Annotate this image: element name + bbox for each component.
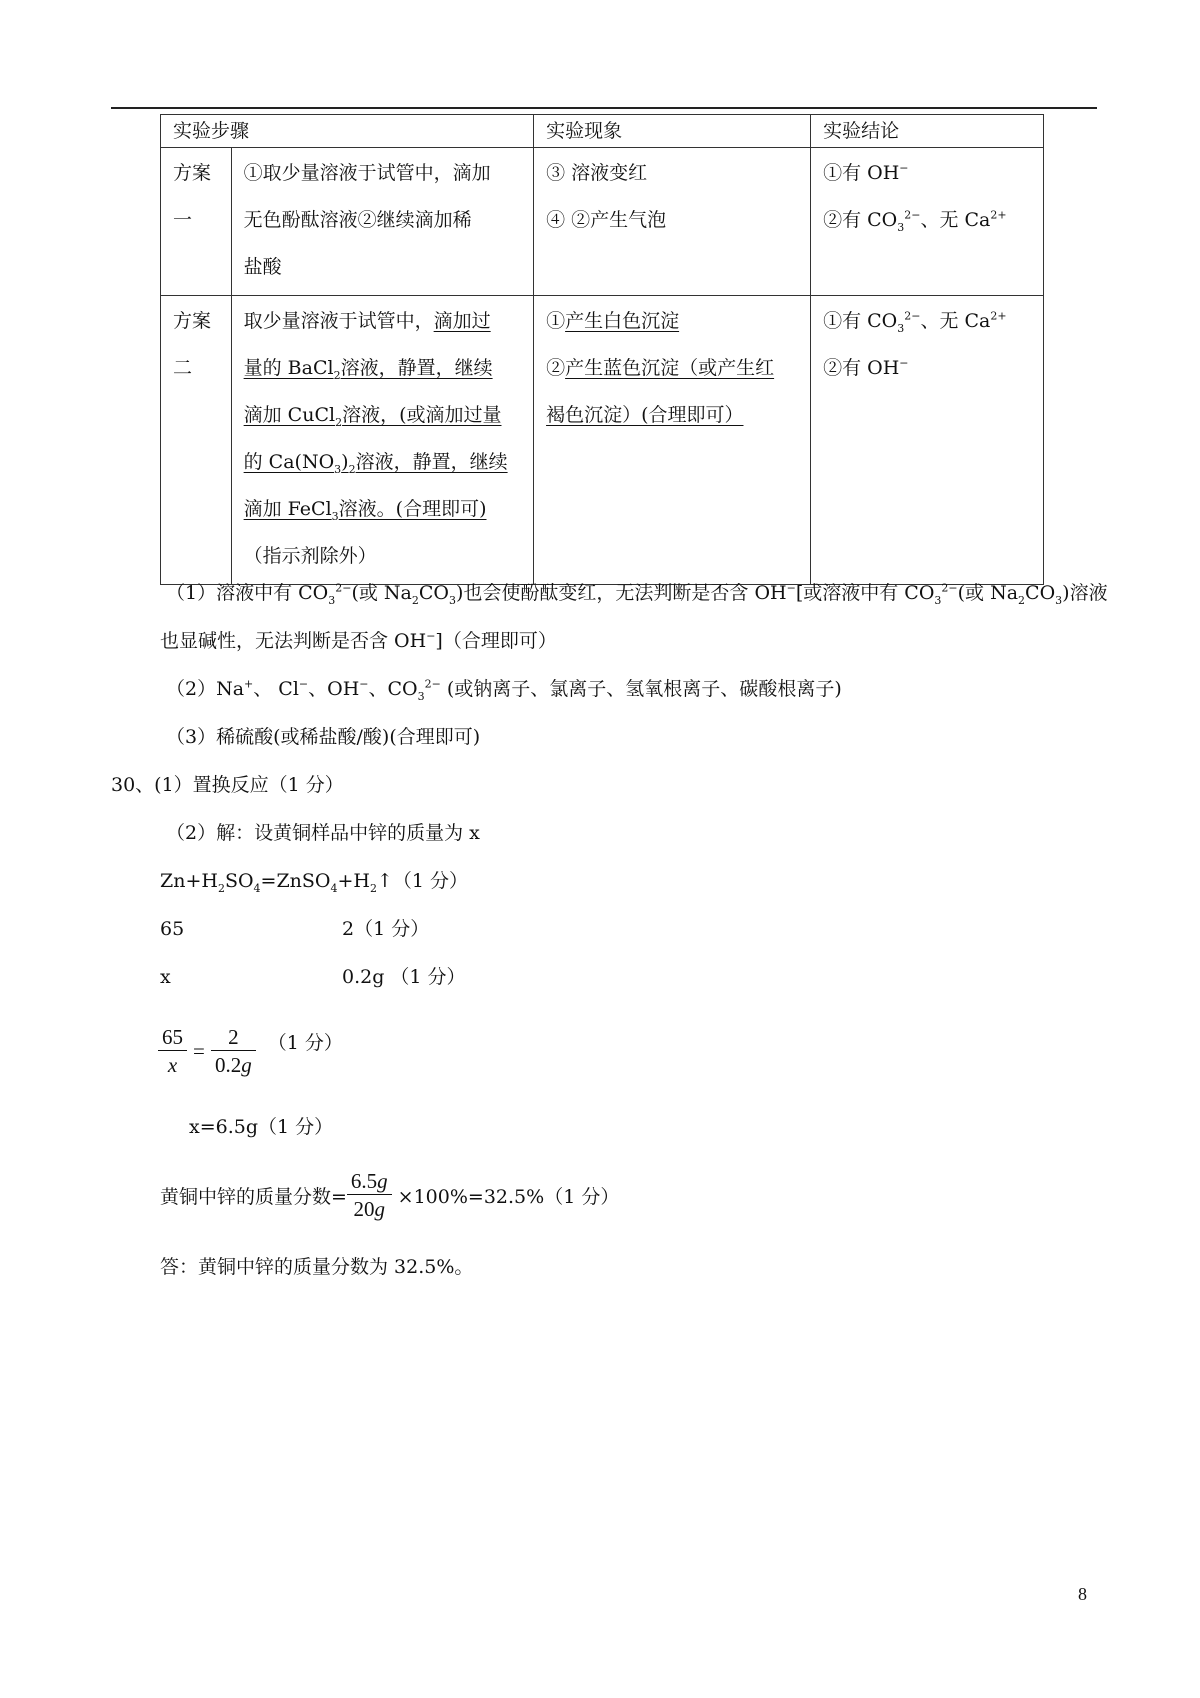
text-run: 溶液。(合理即可) xyxy=(338,498,487,520)
text-run: 取少量溶液于试管中， xyxy=(243,310,434,332)
text-run: ②有 CO xyxy=(823,209,898,231)
underlined-text: 滴加过 xyxy=(433,310,491,332)
q30-mass-fraction xyxy=(160,1168,619,1223)
subscript: 3 xyxy=(331,509,339,523)
equals-sign: = xyxy=(193,1039,205,1063)
steps-line: 盐酸 xyxy=(243,256,282,278)
experiment-table xyxy=(160,114,1044,585)
subscript: 2 xyxy=(333,368,341,382)
text-run: 的 Ca(NO xyxy=(243,451,335,473)
q30-ratio-left-1: 65 xyxy=(160,918,185,940)
subscript: 3 xyxy=(934,593,942,607)
conclusion-line xyxy=(823,345,1033,392)
text-run: 6.5 xyxy=(350,1169,378,1193)
phenomenon-line: ①产生白色沉淀 xyxy=(546,310,680,332)
subscript: 3 xyxy=(417,689,425,703)
fraction xyxy=(347,1168,392,1223)
steps-line: （指示剂除外） xyxy=(243,545,377,567)
superscript: − xyxy=(786,581,796,595)
superscript: 2− xyxy=(424,677,441,691)
text-run: +H xyxy=(337,870,370,892)
text-run: =ZnSO xyxy=(260,870,331,892)
underlined-text: 产生白色沉淀 xyxy=(565,310,680,332)
q30-ratio-right-2: 0.2g （1 分） xyxy=(342,966,466,988)
text-run: 0.2 xyxy=(214,1053,242,1077)
variable: g xyxy=(374,1197,386,1221)
score-note: （1 分） xyxy=(267,1032,343,1054)
numerator xyxy=(347,1168,392,1195)
text-run: 、OH xyxy=(308,678,360,700)
steps-cell xyxy=(231,148,533,296)
phenomenon-line: ②产生蓝色沉淀（或产生红 xyxy=(546,357,775,379)
q30-equation xyxy=(160,866,468,896)
text-run: ↑（1 分） xyxy=(376,870,469,892)
text-run: 滴加 CuCl xyxy=(243,404,336,426)
text-run: (或 Na xyxy=(957,582,1019,604)
superscript: − xyxy=(899,161,909,175)
text-run: 、无 Ca xyxy=(920,310,991,332)
subscript: 3 xyxy=(328,593,336,607)
text-run: 溶液，静置，继续 xyxy=(340,357,493,379)
superscript: − xyxy=(298,677,309,691)
variable: g xyxy=(241,1053,252,1077)
underlined-text: 产生蓝色沉淀（或产生红 xyxy=(565,357,775,379)
variable: g xyxy=(377,1169,388,1193)
denominator xyxy=(347,1195,392,1223)
text-run: [或溶液中有 CO xyxy=(795,582,935,604)
text-run: 也显碱性，无法判断是否含 OH xyxy=(160,630,427,652)
numerator: 2 xyxy=(211,1024,256,1051)
superscript: 2− xyxy=(941,581,958,595)
plan-label: 方案一 xyxy=(161,148,232,296)
text-run: )也会使酚酞变红，无法判断是否含 OH xyxy=(456,582,787,604)
steps-line xyxy=(244,439,523,486)
steps-line xyxy=(244,345,523,392)
answer-1-line-2 xyxy=(160,626,557,656)
superscript: 2+ xyxy=(990,208,1007,222)
variable: x xyxy=(167,1053,178,1077)
denominator xyxy=(211,1051,256,1079)
header-conclusion: 实验结论 xyxy=(811,115,1044,148)
conclusion-line xyxy=(823,298,1033,345)
q30-ratio-right-1: 2（1 分） xyxy=(342,918,430,940)
fraction xyxy=(158,1024,187,1079)
page-number: 8 xyxy=(1078,1584,1087,1604)
superscript: − xyxy=(359,677,369,691)
subscript: 3 xyxy=(897,321,905,335)
conclusion-cell xyxy=(811,148,1044,296)
superscript: 2− xyxy=(335,581,352,595)
subscript: 3 xyxy=(334,462,342,476)
steps-line xyxy=(244,298,523,345)
table-row xyxy=(161,296,1044,585)
text-run: ①有 CO xyxy=(823,310,898,332)
table-row xyxy=(161,148,1044,296)
superscript: − xyxy=(899,356,909,370)
text-run: ②有 OH xyxy=(823,357,900,379)
text-run: ×100%=32.5%（1 分） xyxy=(397,1186,620,1208)
phenomenon-line: ③ 溶液变红 xyxy=(546,162,648,184)
subscript: 2 xyxy=(348,462,356,476)
superscript: 2− xyxy=(904,208,921,222)
superscript: 2+ xyxy=(990,309,1007,323)
conclusion-line xyxy=(823,150,1033,197)
header-rule xyxy=(111,107,1097,109)
q30-result: x=6.5g（1 分） xyxy=(189,1116,334,1138)
steps-line xyxy=(244,486,523,533)
q30-proportion xyxy=(158,1024,343,1079)
answer-2 xyxy=(166,674,842,704)
q30-part-1: 30、(1）置换反应（1 分） xyxy=(111,774,344,796)
phenomena-cell xyxy=(534,296,811,585)
subscript: 4 xyxy=(330,881,338,895)
denominator xyxy=(158,1051,187,1079)
header-steps: 实验步骤 xyxy=(161,115,534,148)
steps-line: 无色酚酞溶液②继续滴加稀 xyxy=(243,209,472,231)
conclusion-line xyxy=(823,197,1033,244)
text-run: 滴加 FeCl xyxy=(243,498,332,520)
superscript: + xyxy=(244,677,254,691)
numerator: 65 xyxy=(158,1024,187,1051)
subscript: 3 xyxy=(449,593,456,607)
text-run: SO xyxy=(224,870,254,892)
text-run: (或钠离子、氯离子、氢氧根离子、碳酸根离子) xyxy=(440,678,842,700)
text-run: Zn+H xyxy=(160,870,218,892)
text-run: ]（合理即可） xyxy=(435,630,557,652)
plan-label: 方案二 xyxy=(161,296,232,585)
text-run: 、无 Ca xyxy=(920,209,991,231)
text-run: )溶液 xyxy=(1062,582,1108,604)
text-run: CO xyxy=(1025,582,1056,604)
answer-1-line-1 xyxy=(166,578,1108,608)
text-run: 溶液，静置，继续 xyxy=(355,451,508,473)
text-run: ①有 OH xyxy=(823,162,900,184)
fraction xyxy=(211,1024,256,1079)
text-run: (或 Na xyxy=(351,582,412,604)
q30-final-answer: 答：黄铜中锌的质量分数为 32.5%。 xyxy=(160,1256,474,1278)
text-run: 黄铜中锌的质量分数= xyxy=(160,1186,347,1208)
q30-part-2-intro: （2）解：设黄铜样品中锌的质量为 x xyxy=(166,822,480,844)
text-run: 溶液，(或滴加过量 xyxy=(342,404,502,426)
text-run: ) xyxy=(341,451,349,473)
conclusion-cell xyxy=(811,296,1044,585)
phenomenon-line: ④ ②产生气泡 xyxy=(546,209,667,231)
text-run: 量的 BaCl xyxy=(243,357,334,379)
subscript: 3 xyxy=(1055,593,1063,607)
text-run: （2）Na xyxy=(166,678,245,700)
superscript: 2− xyxy=(904,309,921,323)
phenomenon-line: 褐色沉淀）(合理即可） xyxy=(546,404,744,426)
subscript: 4 xyxy=(253,881,261,895)
subscript: 3 xyxy=(897,220,905,234)
subscript: 2 xyxy=(1018,593,1026,607)
text-run: （1）溶液中有 CO xyxy=(166,582,329,604)
answer-3: （3）稀硫酸(或稀盐酸/酸)(合理即可) xyxy=(166,726,481,748)
q30-ratio-left-2: x xyxy=(160,966,171,988)
superscript: − xyxy=(426,629,436,643)
header-phenomena: 实验现象 xyxy=(534,115,811,148)
subscript: 2 xyxy=(369,881,377,895)
phenomena-cell xyxy=(534,148,811,296)
steps-line: ①取少量溶液于试管中，滴加 xyxy=(243,162,491,184)
text-run: 、 Cl xyxy=(253,678,299,700)
steps-line xyxy=(244,392,523,439)
text-run: 、CO xyxy=(368,678,418,700)
subscript: 2 xyxy=(335,415,343,429)
text-run: 20 xyxy=(353,1197,375,1221)
subscript: 2 xyxy=(217,881,225,895)
table-header-row xyxy=(161,115,1044,148)
text-run: CO xyxy=(418,582,449,604)
steps-cell xyxy=(231,296,533,585)
subscript: 2 xyxy=(411,593,419,607)
